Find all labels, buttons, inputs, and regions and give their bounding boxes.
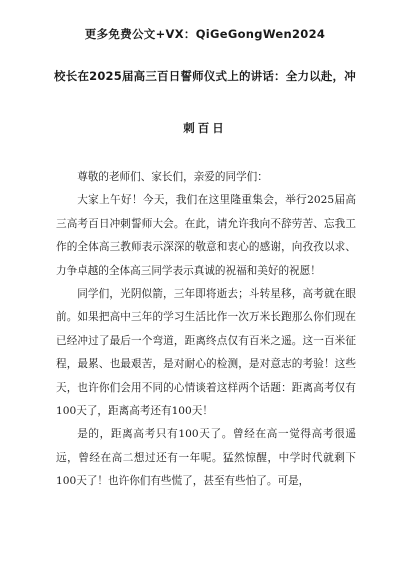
- speech-body: [56, 166, 356, 494]
- sprint-paragraph: 同学们，光阴似箭，三年即将逝去；斗转星移，高考就在眼前。如果把高中三年的学习生活比作一次万米长跑那么你们现在已经冲过了最后一个弯道，距离终点仅有百米之遥。这一百米征程，最累、也最艰苦，是对耐心的检测，是对意志的考验！这些天，也许你们会用不同的心情谈着这样两个话题：距离高考仅有100天了，距离高考还有100天！: [56, 288, 356, 418]
- speech-title-line-1: 校长在2025届高三百日誓师仪式上的讲话：全力以赴，冲: [54, 69, 356, 83]
- countdown-paragraph: 是的，距离高考只有100天了。曾经在高一觉得高考很遥远，曾经在高二想过还有一年呢。猛然惊醒，中学时代就剩下100天了！也许你们有些慌了，甚至有些怕了。可是，: [56, 428, 356, 488]
- promo-header: 更多免费公文+VX：QiGeGongWen2024: [84, 27, 326, 41]
- salutation-paragraph: 尊敬的老师们、家长们，亲爱的同学们：: [77, 171, 268, 183]
- opening-paragraph: 大家上午好！今天，我们在这里隆重集会，举行2025届高三高考百日冲刺誓师大会。在此，请允许我向不辞劳苦、忘我工作的全体高三教师表示深深的敬意和衷心的感谢，向孜孜以求、力争卓越的全体高三同学表示真诚的祝福和美好的祝愿！: [56, 194, 356, 277]
- speech-title-line-2: 刺百日: [183, 121, 227, 135]
